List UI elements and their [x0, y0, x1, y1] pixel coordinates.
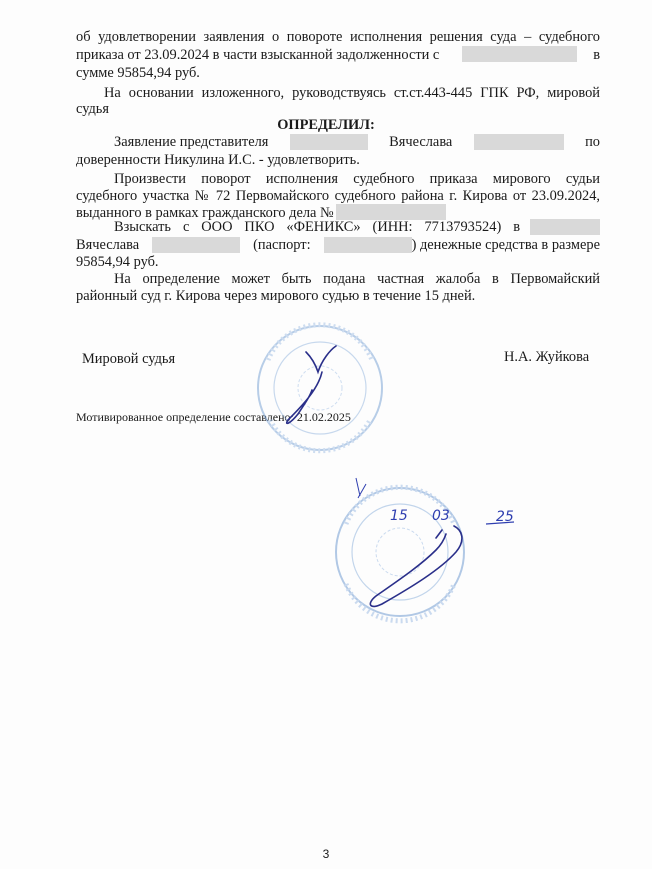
text-segment: Взыскать с ООО ПКО «ФЕНИКС» (ИНН: 7713793524) в — [114, 219, 520, 235]
stamp-date-year: 25 — [496, 509, 514, 525]
text-segment: ) денежные средства в размере — [411, 237, 600, 253]
judge-title: Мировой судья — [82, 351, 176, 367]
judge-name: Н.А. Жуйкова — [504, 349, 590, 365]
text-segment: в — [593, 47, 600, 63]
paragraph-line: доверенности Никулина И.С. - удовлетворить. — [76, 152, 360, 168]
paragraph-line: об удовлетворении заявления о повороте исполнения решения суда – судебного — [76, 29, 600, 45]
paragraph-line: На определение может быть подана частная жалоба в Первомайский — [114, 271, 600, 287]
stamp-tick-mark — [356, 478, 366, 498]
section-heading: ОПРЕДЕЛИЛ: — [277, 117, 375, 133]
paragraph-line: судья — [76, 101, 109, 117]
judge-signature — [287, 346, 336, 423]
stamp-date-month: 03 — [432, 508, 450, 524]
text-segment: Вячеслава — [389, 134, 453, 150]
paragraph-line: На основании изложенного, руководствуясь ст.ст.443-445 ГПК РФ, мировой — [104, 85, 600, 101]
text-segment: (паспорт: — [253, 237, 311, 253]
text-segment: выданного в рамках гражданского дела № — [76, 205, 334, 221]
stamp-date-day: 15 — [390, 508, 408, 524]
paragraph-line: Произвести поворот исполнения судебного приказа мирового судьи — [114, 171, 600, 187]
page-number: 3 — [322, 847, 330, 861]
text-segment: Вячеслава — [76, 237, 140, 253]
text-segment: по — [585, 134, 600, 150]
motivated-decision-note: Мотивированное определение составлено: 21.02.2025 — [76, 410, 351, 424]
text-segment: приказа от 23.09.2024 в части взысканной задолженности с — [76, 47, 440, 63]
paragraph-line: районный суд г. Кирова через мирового судью в течение 15 дней. — [76, 288, 476, 304]
paragraph-line: судебного участка № 72 Первомайского судебного района г. Кирова от 23.09.2024, — [76, 188, 600, 204]
court-seal-stamp — [258, 325, 382, 451]
paragraph-line: 95854,94 руб. — [76, 254, 159, 270]
paragraph-line: сумме 95854,94 руб. — [76, 65, 200, 81]
text-segment: Заявление представителя — [114, 134, 269, 150]
